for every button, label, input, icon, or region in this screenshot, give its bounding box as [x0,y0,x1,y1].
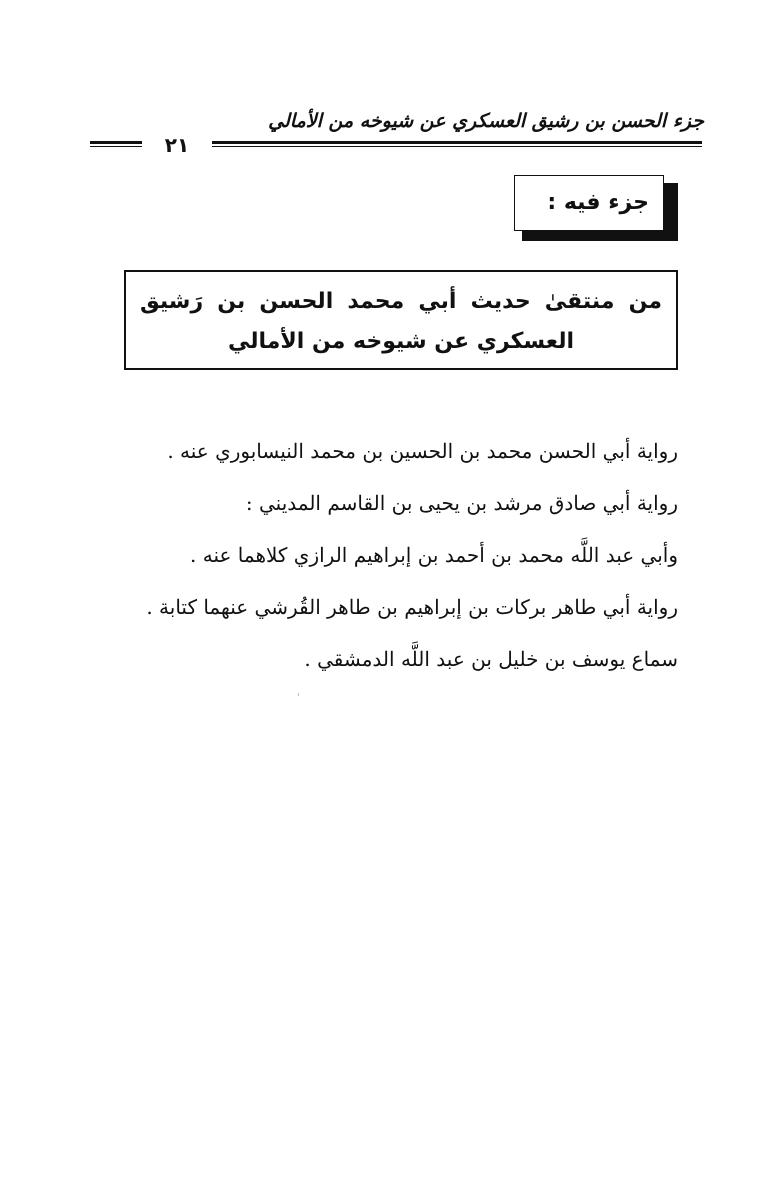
body-line-5: سماع يوسف بن خليل بن عبد اللَّه الدمشقي . [304,647,678,671]
running-header-title: جزء الحسن بن رشيق العسكري عن شيوخه من الأمالي [268,110,704,132]
transmission-lines [118,425,678,685]
header-rule-right [212,141,702,147]
label-box-text: جزء فيه : [547,190,649,215]
body-line-3: وأبي عبد اللَّه محمد بن أحمد بن إبراهيم الرازي كلاهما عنه . [190,543,678,567]
header-rule-left [90,141,142,147]
body-line-2: رواية أبي صادق مرشد بن يحيى بن القاسم المديني : [245,491,678,515]
title-text: من منتقىٰ حديث أبي محمد الحسن بن رَشيق العسكري عن شيوخه من الأمالي [140,289,662,354]
body-line-4: رواية أبي طاهر بركات بن إبراهيم بن طاهر القُرشي عنهما كتابة . [146,595,678,619]
title-box [124,270,678,370]
scan-speck [298,693,299,696]
label-box [514,175,664,231]
page-number: ٢١ [164,133,190,157]
body-line-1: رواية أبي الحسن محمد بن الحسين بن محمد النيسابوري عنه . [167,439,678,463]
